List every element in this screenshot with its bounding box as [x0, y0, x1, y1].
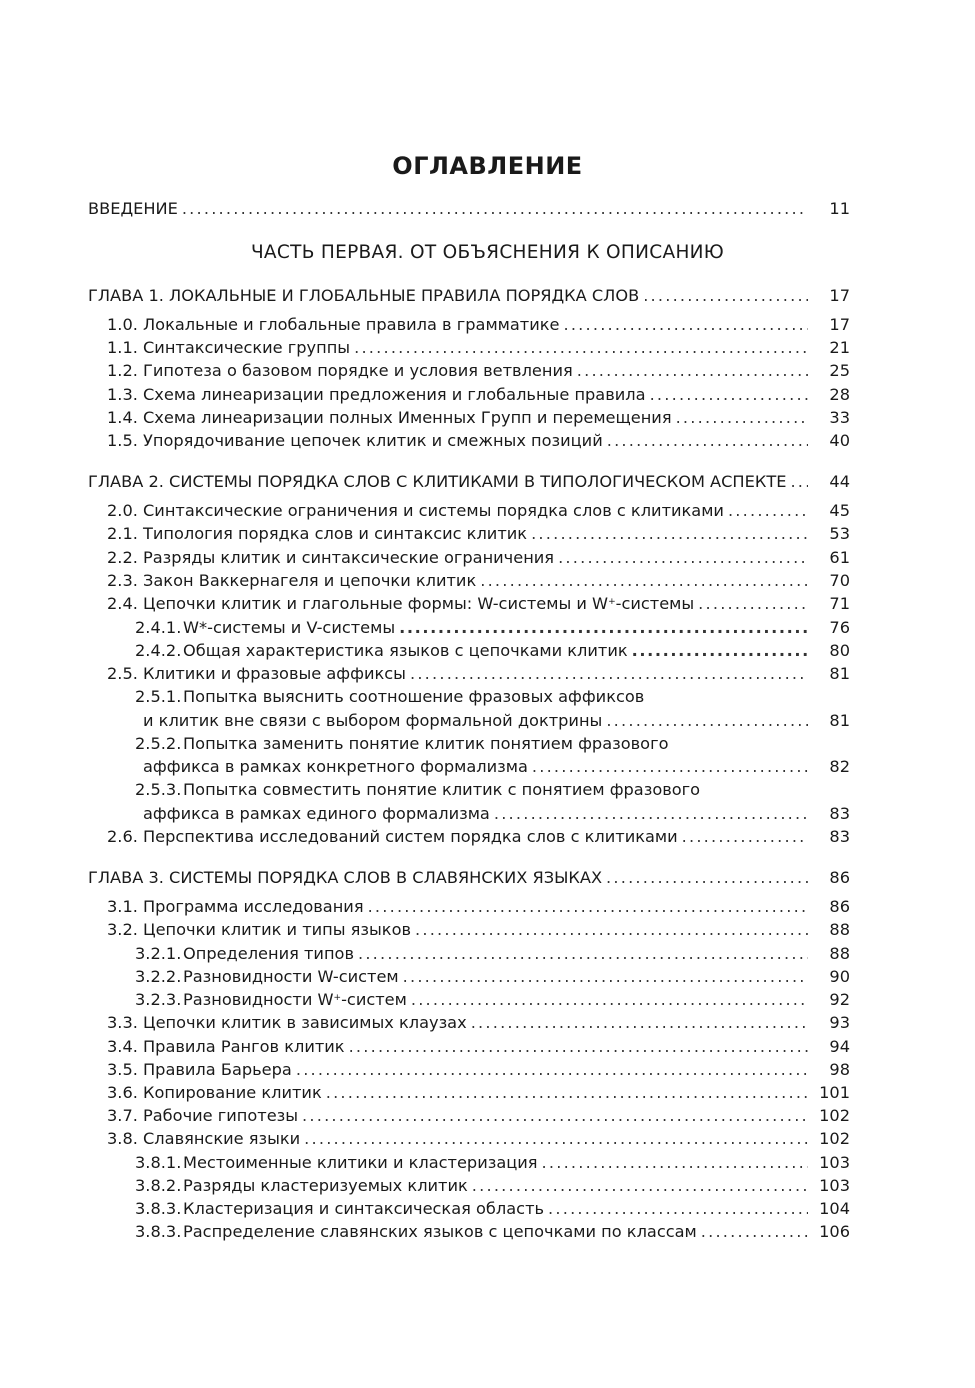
leader-dots: [480, 571, 808, 590]
section-number: 1.1.: [107, 338, 138, 357]
section-title: Синтаксические группы: [143, 338, 351, 357]
section-title: Цепочки клитик и типы языков: [143, 920, 412, 939]
section-number: 3.2.3.: [135, 990, 182, 1009]
section-number: 2.5.2.: [135, 734, 182, 753]
toc-section-2-4-1[interactable]: [135, 618, 850, 642]
leader-dots: [354, 338, 808, 357]
section-title: Типология порядка слов и синтаксис клитик: [143, 524, 528, 543]
toc-page-number: 61: [829, 548, 850, 567]
section-title-continued: и клитик вне связи с выбором формальной доктрины: [143, 711, 603, 730]
toc-section-2-5[interactable]: [107, 664, 850, 688]
toc-section-3-8-3[interactable]: [135, 1199, 850, 1223]
toc-page-number: 45: [829, 501, 850, 520]
section-title: Попытка заменить понятие клитик понятием фразового: [183, 734, 669, 753]
leader-dots: [701, 1222, 808, 1241]
toc-page-number: 90: [829, 967, 850, 986]
section-number: 2.5.1.: [135, 687, 182, 706]
chapter-number: ГЛАВА 3.: [88, 868, 164, 887]
toc-page-number: 88: [829, 944, 850, 963]
section-number: 3.8.1.: [135, 1153, 182, 1172]
section-number: 3.2.: [107, 920, 138, 939]
toc-section-1-5[interactable]: [107, 431, 850, 455]
leader-dots: [531, 524, 808, 543]
section-title: Кластеризация и синтаксическая область: [183, 1199, 545, 1218]
section-title: Синтаксические ограничения и системы порядка слов с клитиками: [143, 501, 724, 520]
toc-page-number: 104: [819, 1199, 850, 1218]
section-title: Общая характеристика языков с цепочками клитик: [183, 641, 628, 660]
chapter-title: ЛОКАЛЬНЫЕ И ГЛОБАЛЬНЫЕ ПРАВИЛА ПОРЯДКА СЛОВ: [169, 286, 640, 305]
section-title: Рабочие гипотезы: [143, 1106, 299, 1125]
section-title: Разряды кластеризуемых клитик: [183, 1176, 468, 1195]
section-title: Разряды клитик и синтаксические ограничения: [143, 548, 555, 567]
section-title: Схема линеаризации предложения и глобальные правила: [143, 385, 646, 404]
leader-dots: [471, 1013, 808, 1032]
toc-page-number: 103: [819, 1153, 850, 1172]
toc-section-2-6[interactable]: [107, 827, 850, 851]
leader-dots: [607, 431, 808, 450]
section-number: 2.6.: [107, 827, 138, 846]
toc-page-number: 53: [829, 524, 850, 543]
section-title: Программа исследования: [143, 897, 364, 916]
leader-dots: [368, 897, 808, 916]
leader-dots: [349, 1037, 808, 1056]
leader-dots: [632, 641, 808, 660]
toc-section-1-1[interactable]: [107, 338, 850, 362]
section-number: 1.5.: [107, 431, 138, 450]
section-title: Славянские языки: [143, 1129, 301, 1148]
section-number: 3.2.2.: [135, 967, 182, 986]
section-title: Правила Рангов клитик: [143, 1037, 345, 1056]
leader-dots: [558, 548, 808, 567]
toc-page-number: 102: [819, 1106, 850, 1125]
leader-dots: [302, 1106, 808, 1125]
section-number: 2.5.3.: [135, 780, 182, 799]
toc-section-1-3[interactable]: [107, 385, 850, 409]
section-number: 2.4.1.: [135, 618, 182, 637]
toc-section-2-5-3-line2[interactable]: [143, 804, 850, 828]
leader-dots: [542, 1153, 808, 1172]
toc-section-3-5[interactable]: [107, 1060, 850, 1084]
section-number: 1.4.: [107, 408, 138, 427]
section-title: Правила Барьера: [143, 1060, 292, 1079]
toc-section-3-8-3-b[interactable]: [135, 1222, 850, 1246]
section-title: Распределение славянских языков с цепочками по классам: [183, 1222, 697, 1241]
section-number: 2.2.: [107, 548, 138, 567]
toc-section-3-4[interactable]: [107, 1037, 850, 1061]
section-title: Упорядочивание цепочек клитик и смежных позиций: [143, 431, 603, 450]
section-title: Схема линеаризации полных Именных Групп и перемещения: [143, 408, 672, 427]
toc-page-number: 94: [829, 1037, 850, 1056]
toc-section-3-6[interactable]: [107, 1083, 850, 1107]
leader-dots: [494, 804, 808, 823]
chapter-number: ГЛАВА 2.: [88, 472, 164, 491]
toc-section-2-0[interactable]: [107, 501, 850, 525]
toc-section-3-2-2[interactable]: [135, 967, 850, 991]
leader-dots: [698, 594, 808, 613]
toc-page-number: 83: [829, 827, 850, 846]
leader-dots: [399, 618, 808, 637]
section-number: 3.6.: [107, 1083, 138, 1102]
leader-dots: [358, 944, 808, 963]
toc-page-number: 21: [829, 338, 850, 357]
leader-dots: [682, 827, 808, 846]
toc-page-number: 80: [829, 641, 850, 660]
toc-section-2-5-2-line2[interactable]: [143, 757, 850, 781]
page-title: ОГЛАВЛЕНИЕ: [392, 152, 583, 180]
leader-dots: [606, 711, 808, 730]
section-title: Определения типов: [183, 944, 354, 963]
toc-chapter-1[interactable]: [88, 286, 850, 310]
section-title: Цепочки клитик и глагольные формы: W-системы и W+-системы: [143, 594, 695, 613]
section-title: Разновидности W-систем: [183, 967, 399, 986]
leader-dots: [403, 967, 808, 986]
section-number: 3.1.: [107, 897, 138, 916]
toc-chapter-3[interactable]: [88, 868, 850, 892]
toc-section-3-8-2[interactable]: [135, 1176, 850, 1200]
toc-page-number: 81: [829, 711, 850, 730]
toc-section-2-3[interactable]: [107, 571, 850, 595]
leader-dots: [790, 472, 808, 491]
section-number: 2.4.: [107, 594, 138, 613]
toc-page-number: 101: [819, 1083, 850, 1102]
toc-section-3-8[interactable]: [107, 1129, 850, 1153]
section-number: 3.8.3.: [135, 1199, 182, 1218]
toc-section-3-2-3[interactable]: [135, 990, 850, 1014]
toc-page-number: 17: [829, 286, 850, 305]
toc-page-number: 28: [829, 385, 850, 404]
toc-section-3-8-1[interactable]: [135, 1153, 850, 1177]
section-number: 2.5.: [107, 664, 138, 683]
chapter-title: СИСТЕМЫ ПОРЯДКА СЛОВ В СЛАВЯНСКИХ ЯЗЫКАХ: [169, 868, 603, 887]
toc-page-number: 76: [829, 618, 850, 637]
leader-dots: [650, 385, 808, 404]
toc-section-3-1[interactable]: [107, 897, 850, 921]
section-number: 3.2.1.: [135, 944, 182, 963]
section-number: 3.8.2.: [135, 1176, 182, 1195]
section-title: Перспектива исследований систем порядка слов с клитиками: [143, 827, 678, 846]
toc-section-2-5-1-line1[interactable]: [135, 687, 644, 711]
leader-dots: [410, 664, 808, 683]
section-title: Попытка совместить понятие клитик с понятием фразового: [183, 780, 701, 799]
section-title-continued: аффикса в рамках конкретного формализма: [143, 757, 528, 776]
leader-dots: [415, 920, 808, 939]
toc-page-number: 102: [819, 1129, 850, 1148]
toc-page-number: 70: [829, 571, 850, 590]
toc-section-2-4[interactable]: [107, 594, 850, 618]
toc-section-1-2[interactable]: [107, 361, 850, 385]
section-title: Клитики и фразовые аффиксы: [143, 664, 406, 683]
leader-dots: [304, 1129, 808, 1148]
toc-page-number: 25: [829, 361, 850, 380]
toc-section-2-5-2-line1[interactable]: [135, 734, 668, 758]
chapter-title: СИСТЕМЫ ПОРЯДКА СЛОВ С КЛИТИКАМИ В ТИПОЛОГИЧЕСКОМ АСПЕКТЕ: [169, 472, 787, 491]
toc-section-3-3[interactable]: [107, 1013, 850, 1037]
toc-entry-text: ВВЕДЕНИЕ: [88, 199, 178, 218]
leader-dots: [728, 501, 808, 520]
section-title: Копирование клитик: [143, 1083, 322, 1102]
toc-page-number: 98: [829, 1060, 850, 1079]
toc-page-number: 44: [829, 472, 850, 491]
toc-page-number: 83: [829, 804, 850, 823]
toc-chapter-2[interactable]: [88, 472, 850, 496]
section-number: 3.7.: [107, 1106, 138, 1125]
toc-page-number: 88: [829, 920, 850, 939]
toc-section-1-0[interactable]: [107, 315, 850, 339]
leader-dots: [411, 990, 808, 1009]
toc-page-number: 103: [819, 1176, 850, 1195]
part-heading: ЧАСТЬ ПЕРВАЯ. ОТ ОБЪЯСНЕНИЯ К ОПИСАНИЮ: [250, 242, 725, 263]
section-number: 3.3.: [107, 1013, 138, 1032]
section-title: Попытка выяснить соотношение фразовых аффиксов: [183, 687, 645, 706]
leader-dots: [676, 408, 808, 427]
leader-dots: [563, 315, 808, 334]
toc-section-2-4-2[interactable]: [135, 641, 850, 665]
toc-section-2-5-3-line1[interactable]: [135, 780, 700, 804]
section-title: Локальные и глобальные правила в грамматике: [143, 315, 560, 334]
section-number: 3.4.: [107, 1037, 138, 1056]
section-number: 1.2.: [107, 361, 138, 380]
toc-page-number: 106: [819, 1222, 850, 1241]
section-title: Гипотеза о базовом порядке и условия ветвления: [143, 361, 573, 380]
section-number: 1.3.: [107, 385, 138, 404]
toc-page-number: 40: [829, 431, 850, 450]
leader-dots: [296, 1060, 808, 1079]
section-title: W*-системы и V-системы: [183, 618, 396, 637]
section-number: 2.0.: [107, 501, 138, 520]
leader-dots: [326, 1083, 808, 1102]
toc-page-number: 81: [829, 664, 850, 683]
leader-dots: [643, 286, 808, 305]
toc-section-2-5-1-line2[interactable]: [143, 711, 850, 735]
leader-dots: [532, 757, 808, 776]
leader-dots: [548, 1199, 808, 1218]
toc-section-3-2[interactable]: [107, 920, 850, 944]
toc-section-3-2-1[interactable]: [135, 944, 850, 968]
toc-section-3-7[interactable]: [107, 1106, 850, 1130]
section-number: 3.8.: [107, 1129, 138, 1148]
leader-dots: [182, 199, 808, 218]
toc-page-number: 93: [829, 1013, 850, 1032]
leader-dots: [472, 1176, 808, 1195]
toc-section-1-4[interactable]: [107, 408, 850, 432]
leader-dots: [606, 868, 808, 887]
toc-page-number: 71: [829, 594, 850, 613]
section-number: 2.4.2.: [135, 641, 182, 660]
chapter-number: ГЛАВА 1.: [88, 286, 164, 305]
leader-dots: [577, 361, 808, 380]
section-number: 2.1.: [107, 524, 138, 543]
toc-page-number: 33: [829, 408, 850, 427]
toc-page-number: 92: [829, 990, 850, 1009]
section-number: 2.3.: [107, 571, 138, 590]
section-title-continued: аффикса в рамках единого формализма: [143, 804, 490, 823]
toc-page-number: 82: [829, 757, 850, 776]
section-number: 1.0.: [107, 315, 138, 334]
toc-page-number: 86: [829, 868, 850, 887]
section-title: Местоименные клитики и кластеризация: [183, 1153, 538, 1172]
toc-page-number: 17: [829, 315, 850, 334]
toc-page-number: 11: [829, 199, 850, 218]
toc-section-2-2[interactable]: [107, 548, 850, 572]
toc-section-2-1[interactable]: [107, 524, 850, 548]
section-number: 3.5.: [107, 1060, 138, 1079]
toc-entry-intro[interactable]: [88, 199, 850, 223]
section-number: 3.8.3.: [135, 1222, 182, 1241]
section-title: Разновидности W+-систем: [183, 990, 407, 1009]
section-title: Цепочки клитик в зависимых клаузах: [143, 1013, 467, 1032]
section-title: Закон Ваккернагеля и цепочки клитик: [143, 571, 477, 590]
toc-page-number: 86: [829, 897, 850, 916]
